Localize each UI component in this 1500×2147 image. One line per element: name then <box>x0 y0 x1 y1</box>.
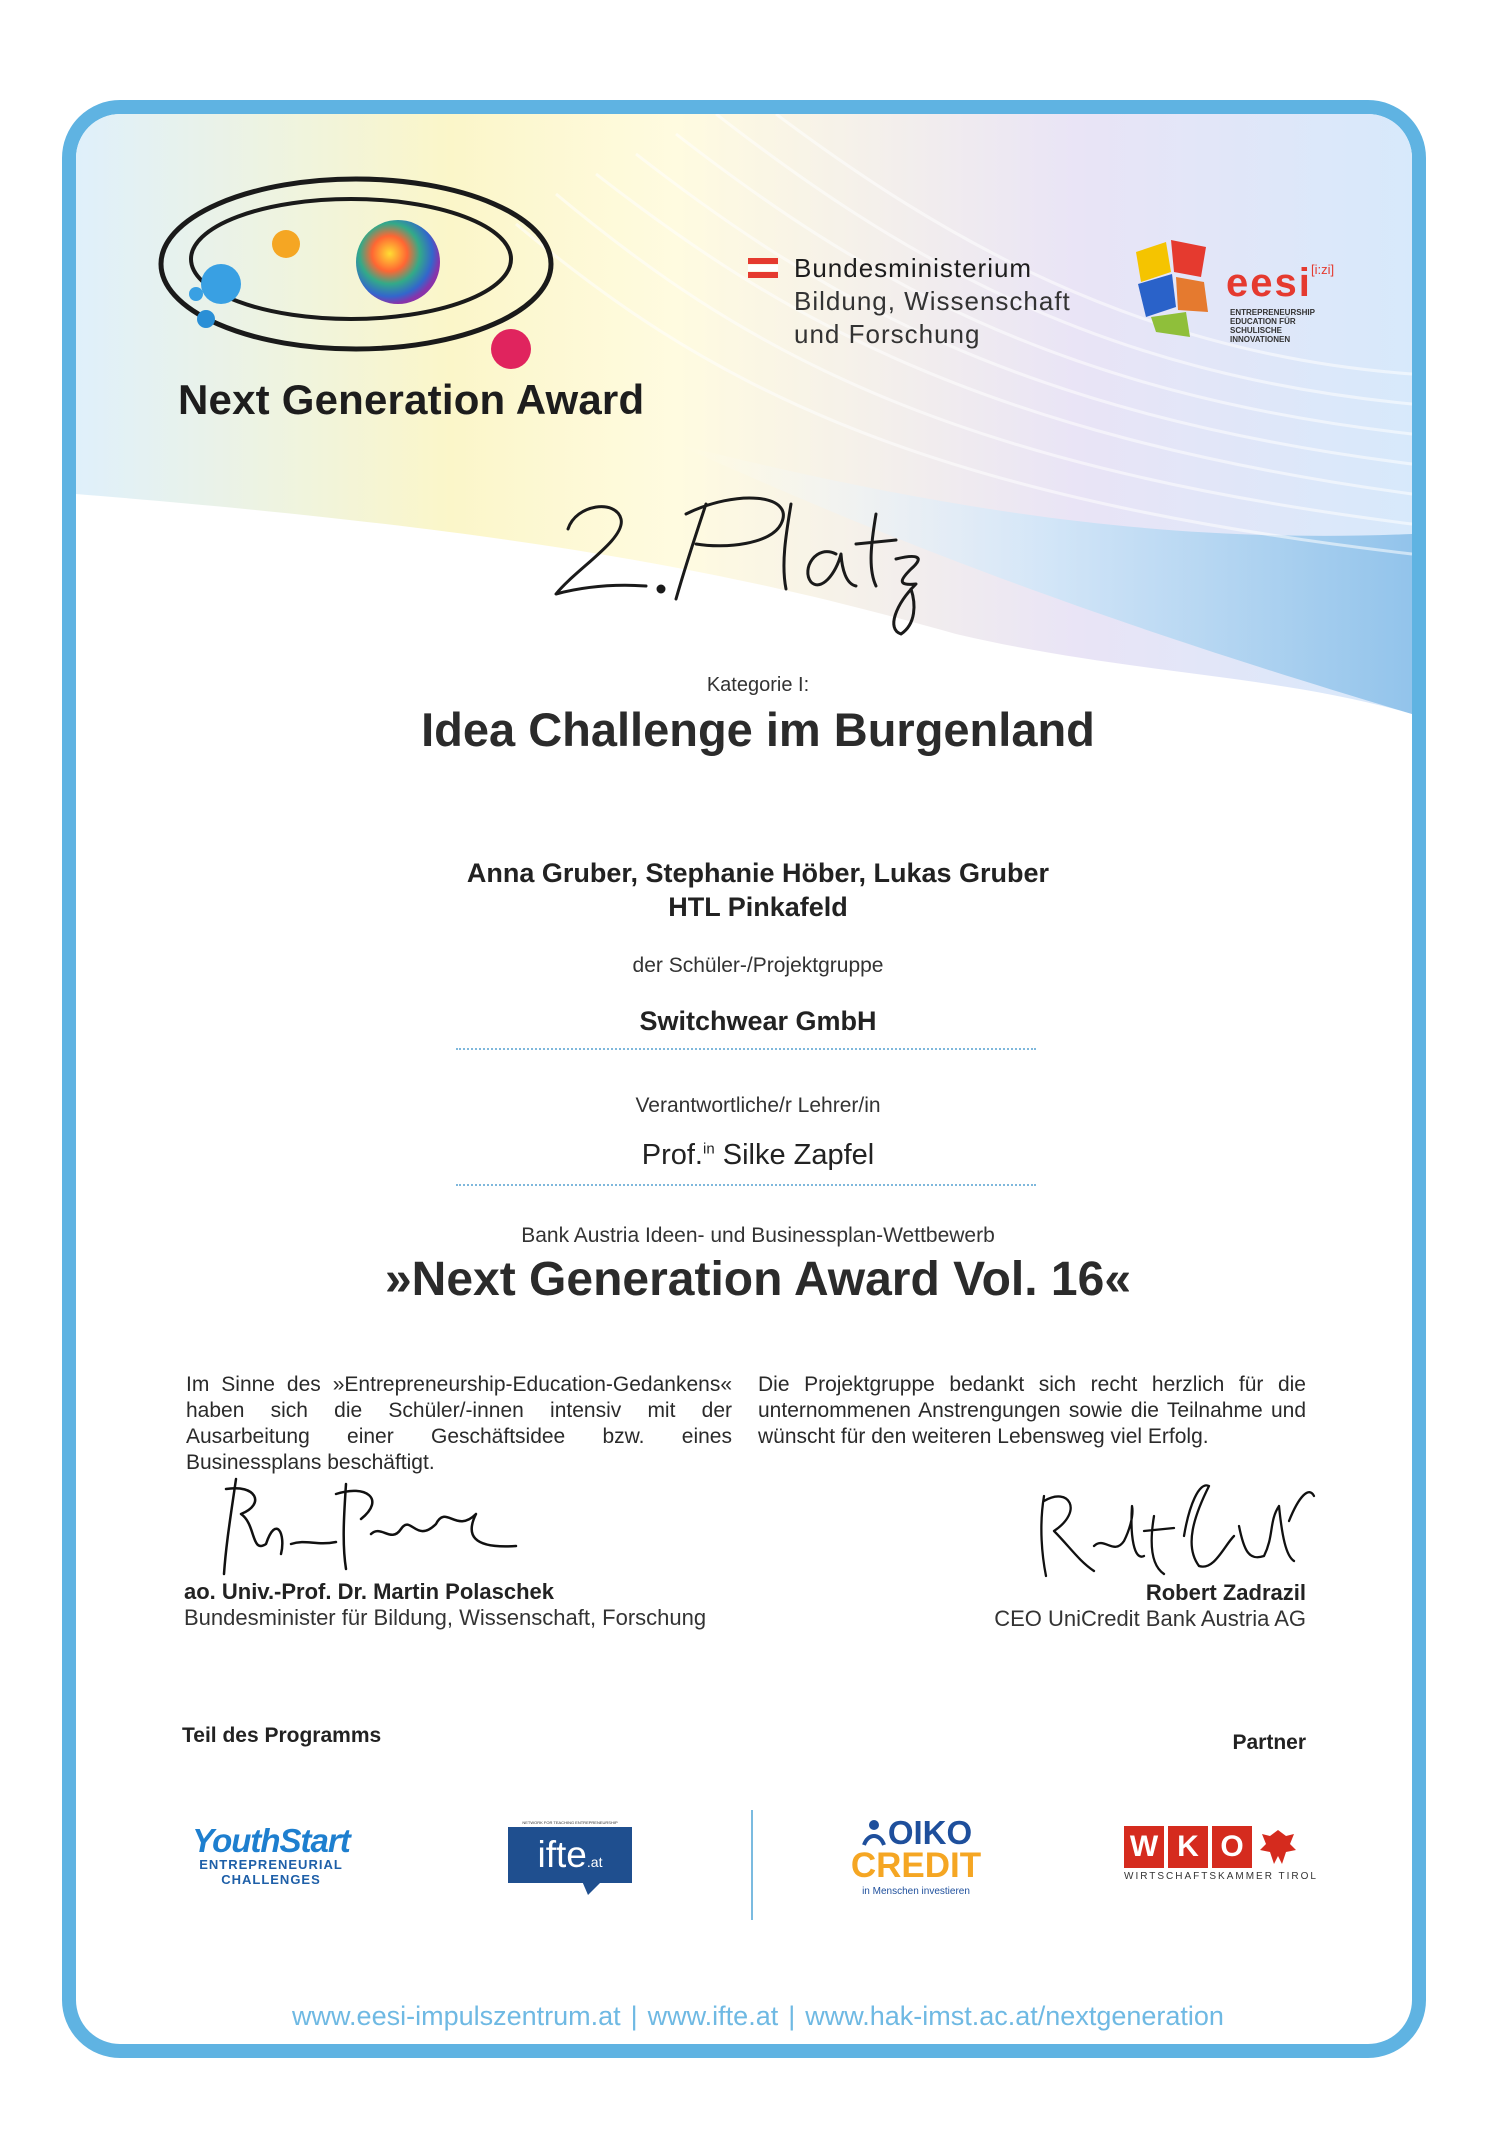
ministry-logo <box>794 252 1071 351</box>
teacher-fullname: Silke Zapfel <box>722 1139 875 1171</box>
eesi-sub-4: INNOVATIONEN <box>1230 335 1291 344</box>
signatory-right-role: CEO UniCredit Bank Austria AG <box>994 1606 1306 1631</box>
youthstart-name: YouthStart <box>192 1822 350 1859</box>
ministry-line-1: Bundesministerium <box>794 253 1033 283</box>
ifte-tagline: NETWORK FOR TEACHING ENTREPRENEURSHIP <box>522 1820 618 1825</box>
tyrol-eagle-icon <box>1258 1826 1298 1868</box>
school-name: HTL Pinkafeld <box>668 892 848 922</box>
ifte-tld: .at <box>586 1854 603 1870</box>
wko-letter-k: K <box>1168 1826 1208 1868</box>
wko-letter-w: W <box>1124 1826 1164 1868</box>
teacher-prefix-sup: in <box>702 1140 715 1158</box>
youthstart-logo <box>186 1822 356 1887</box>
teacher-prefix: Prof. <box>641 1139 703 1171</box>
category-title: Idea Challenge im Burgenland <box>421 703 1095 756</box>
teacher-underline <box>456 1184 1036 1186</box>
footer-link-ifte[interactable]: www.ifte.at <box>647 2001 779 2031</box>
youthstart-sub-2: CHALLENGES <box>221 1872 321 1887</box>
footer-separator: | <box>630 2001 638 2031</box>
partner-label: Partner <box>1232 1731 1306 1754</box>
signatory-right-name: Robert Zadrazil <box>1145 1580 1306 1605</box>
eesi-sub-3: SCHULISCHE <box>1230 326 1283 335</box>
youthstart-sub-1: ENTREPRENEURIAL <box>199 1857 343 1872</box>
eesi-sub-2: EDUCATION FÜR <box>1230 317 1296 326</box>
teacher-name <box>76 1139 1426 1172</box>
ministry-line-3: und Forschung <box>794 319 981 349</box>
text-left: Im Sinne des »Entrepreneurship-Education-Gedankens« haben sich die Schüler/-innen intensiv mit der Ausarbeitung einer Geschäftsidee bzw. eines Businessplans beschäftigt. <box>186 1373 732 1474</box>
oikocredit-line-2: CREDIT <box>850 1846 982 1885</box>
footer-link-eesi[interactable]: www.eesi-impulszentrum.at <box>292 2001 621 2031</box>
certificate-frame <box>62 100 1426 2058</box>
program-label: Teil des Programms <box>182 1724 382 1747</box>
text-right: Die Projektgruppe bedankt sich recht herzlich für die unternommenen Anstrengungen sowie die Teilnahme und wünscht für den weiteren Lebensweg viel Erfolg. <box>758 1373 1306 1448</box>
footer-separator: | <box>788 2001 796 2031</box>
award-title: »Next Generation Award Vol. 16« <box>384 1253 1132 1306</box>
signatory-left-role: Bundesminister für Bildung, Wissenschaft, Forschung <box>184 1605 707 1630</box>
award-logo-text: Next Generation Award <box>178 376 645 423</box>
competition-label: Bank Austria Ideen- und Businessplan-Wettbewerb <box>521 1224 995 1247</box>
eesi-logo-text: eesi <box>1226 261 1312 305</box>
eesi-puzzle-icon <box>1116 232 1226 342</box>
category-label: Kategorie I: <box>706 674 810 696</box>
eesi-pronunciation: [i:zi] <box>1311 262 1335 277</box>
ifte-pointer-icon <box>582 1881 602 1897</box>
signature-zadrazil <box>1024 1476 1324 1586</box>
oikocredit-logo <box>836 1814 996 1897</box>
footer-link-hak[interactable]: www.hak-imst.ac.at/nextgeneration <box>805 2001 1224 2031</box>
placement-handwritten <box>536 474 956 664</box>
oikocredit-line-1: OIKO <box>887 1814 973 1851</box>
group-name: Switchwear GmbH <box>639 1006 877 1036</box>
eesi-subtitle <box>1230 308 1315 344</box>
participant-names: Anna Gruber, Stephanie Höber, Lukas Gruber <box>466 858 1050 888</box>
teacher-label: Verantwortliche/r Lehrer/in <box>635 1094 881 1117</box>
signatory-left-name: ao. Univ.-Prof. Dr. Martin Polaschek <box>184 1579 555 1604</box>
ifte-name: ifte <box>537 1834 587 1875</box>
group-label: der Schüler-/Projektgruppe <box>632 954 884 977</box>
ifte-badge <box>508 1827 632 1883</box>
wko-subtitle: WIRTSCHAFTSKAMMER TIROL <box>1124 1871 1318 1882</box>
oikocredit-figure-icon <box>860 1819 888 1847</box>
ministry-line-2: Bildung, Wissenschaft <box>794 286 1071 316</box>
footer-links <box>76 2001 1426 2032</box>
ifte-logo <box>508 1820 632 1883</box>
eesi-sub-1: ENTREPRENEURSHIP <box>1230 308 1315 317</box>
group-underline <box>456 1048 1036 1050</box>
wko-letter-o: O <box>1212 1826 1252 1868</box>
austria-flag-icon <box>748 258 778 278</box>
wko-letters <box>1124 1826 1314 1868</box>
wko-logo <box>1124 1826 1318 1882</box>
logo-divider <box>751 1810 753 1920</box>
signature-polaschek <box>196 1474 536 1584</box>
next-generation-orbit-logo <box>136 144 556 374</box>
oikocredit-tagline: in Menschen investieren <box>862 1886 970 1897</box>
